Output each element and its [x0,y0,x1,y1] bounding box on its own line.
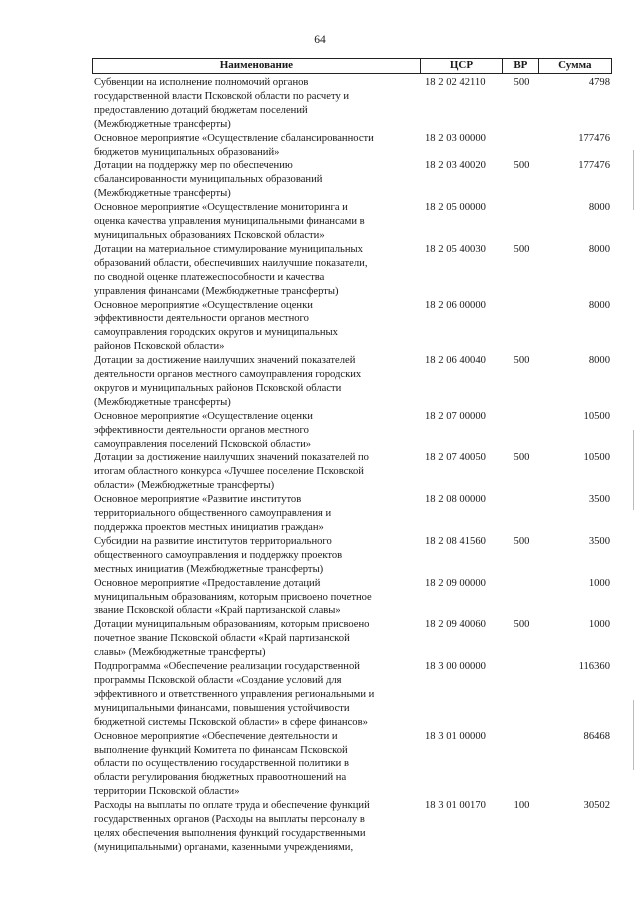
row-name-line: Основное мероприятие «Обеспечение деятельности и [94,730,338,742]
row-name-line: Субвенции на исполнение полномочий органов [94,77,309,88]
row-csr: 18 2 06 00000 [425,299,486,311]
table-row [92,299,612,355]
row-csr: 18 2 03 40020 [425,160,486,172]
row-sum: 8000 [588,299,610,311]
table-row [92,493,612,535]
row-csr: 18 3 01 00170 [425,800,486,812]
row-name [92,730,422,800]
row-name [92,799,422,855]
row-name-line: бюджетов муниципальных образований» [94,146,280,158]
row-csr: 18 3 01 00000 [425,730,486,742]
row-vr [504,410,539,452]
row-sum: 177476 [578,132,610,144]
header-name: Наименование [93,59,421,73]
budget-table [92,58,612,855]
row-name-line: целях обеспечения выполнения функций государственными [94,827,366,839]
row-csr: 18 2 06 40040 [425,355,486,367]
table-row [92,132,612,160]
row-vr: 100 [513,800,530,812]
row-name-line: Основное мероприятие «Осуществление мониторинга и [94,202,348,214]
table-body [92,76,612,855]
row-name-line: поддержка проектов местных инициатив граждан» [94,522,324,533]
row-sum: 30502 [583,800,610,812]
row-name-line: Подпрограмма «Обеспечение реализации государственной [94,661,360,673]
row-name-line: области» (Межбюджетные трансферты) [94,480,275,492]
row-name-line: области по осуществлению государственной политики в [94,758,349,770]
row-csr: 18 2 05 00000 [425,202,486,214]
row-name-line: Дотации на материальное стимулирование муниципальных [94,243,363,255]
row-name-line: бюджетной системы Псковской области» в сфере финансов» [94,716,368,728]
header-csr: ЦСР [421,59,503,73]
row-sum: 8000 [588,243,610,255]
row-sum: 10500 [583,452,610,464]
row-name-line: Дотации муниципальным образованиям, которым присвоено [94,619,370,631]
table-row [92,535,612,577]
row-name [92,410,422,452]
table-row [92,76,612,132]
row-csr: 18 2 08 41560 [425,535,486,547]
row-sum: 3500 [588,494,610,506]
row-name [92,660,422,730]
scan-edge-mark [633,150,634,210]
row-name [92,132,422,160]
row-sum: 4798 [588,77,610,88]
row-sum: 8000 [588,355,610,367]
table-row [92,730,612,800]
table-row [92,660,612,730]
row-name-line: Основное мероприятие «Осуществление оценки [94,410,313,422]
row-csr: 18 2 07 40050 [425,452,486,464]
table-row [92,577,612,619]
row-vr: 500 [513,160,530,172]
row-name-line: самоуправления городских округов и муниципальных [94,327,338,339]
row-vr: 500 [513,77,530,88]
row-csr: 18 2 05 40030 [425,243,486,255]
row-sum: 86468 [583,730,610,742]
row-name-line: деятельности органов местного самоуправления городских [94,369,362,381]
row-name [92,535,422,577]
table-row [92,799,612,855]
table-row [92,354,612,410]
row-name-line: управления финансами (Межбюджетные трансферты) [94,285,339,297]
row-csr: 18 2 09 00000 [425,577,486,589]
row-vr: 500 [513,452,530,464]
row-sum: 1000 [588,619,610,631]
header-vr: ВР [503,59,539,73]
row-name-line: Расходы на выплаты по оплате труда и обеспечение функций [94,800,370,812]
row-name-line: общественного самоуправления и поддержку проектов [94,549,343,561]
row-name-line: государственной власти Псковской области по расчету и [94,90,350,102]
table-row [92,410,612,452]
row-vr [504,660,539,730]
row-name-line: районов Псковской области» [94,341,225,353]
row-vr: 500 [513,243,530,255]
row-name-line: почетное звание Псковской области «Край партизанской [94,633,350,645]
row-name [92,299,422,355]
table-row [92,618,612,660]
row-name-line: эффективности деятельности органов местного [94,313,309,325]
row-name-line: выполнение функций Комитета по финансам Псковской [94,744,348,756]
row-csr: 18 2 08 00000 [425,494,486,506]
table-row [92,243,612,299]
row-vr: 500 [513,355,530,367]
row-vr [504,299,539,355]
row-csr: 18 2 09 40060 [425,619,486,631]
row-name-line: Основное мероприятие «Осуществление оценки [94,299,313,311]
scan-edge-mark [633,700,634,770]
row-csr: 18 3 00 00000 [425,661,486,673]
row-sum: 116360 [578,661,610,673]
row-name-line: по сводной оценке платежеспособности и качества [94,271,325,283]
row-sum: 177476 [578,160,610,172]
table-row [92,159,612,201]
row-csr: 18 2 03 00000 [425,132,486,144]
table-row [92,201,612,243]
row-sum: 10500 [583,410,610,422]
row-name-line: итогам областного конкурса «Лучшее поселение Псковской [94,466,364,478]
row-name-line: (Межбюджетные трансферты) [94,188,231,200]
row-name-line: славы» (Межбюджетные трансферты) [94,647,266,659]
row-name-line: муниципальными финансами, повышения устойчивости [94,702,350,714]
row-sum: 8000 [588,202,610,214]
row-name [92,201,422,243]
row-name-line: Дотации на поддержку мер по обеспечению [94,160,293,172]
row-name-line: самоуправления поселений Псковской области» [94,438,312,450]
row-vr: 500 [513,535,530,547]
row-name-line: образований области, обеспечивших наилучшие показатели, [94,257,368,269]
row-name-line: территории Псковской области» [94,786,240,798]
row-name-line: Основное мероприятие «Предоставление дотаций [94,577,321,589]
row-name-line: Субсидии на развитие институтов территориального [94,535,332,547]
row-sum: 3500 [588,535,610,547]
row-vr [504,132,539,160]
row-csr: 18 2 02 42110 [425,77,486,88]
row-name [92,159,422,201]
row-sum: 1000 [588,577,610,589]
table-row [92,451,612,493]
row-name [92,76,422,132]
row-name-line: территориального общественного самоуправления и [94,508,332,520]
row-name-line: Основное мероприятие «Развитие институтов [94,494,302,506]
row-name [92,354,422,410]
row-name-line: Основное мероприятие «Осуществление сбалансированности [94,132,374,144]
row-csr: 18 2 07 00000 [425,410,486,422]
row-name-line: Дотации за достижение наилучших значений показателей по [94,452,369,464]
row-name-line: эффективности деятельности органов местного [94,424,309,436]
row-name-line: Дотации за достижение наилучших значений показателей [94,355,356,367]
row-name-line: округов и муниципальных районов Псковской области [94,382,342,394]
row-name-line: эффективного и ответственного управления региональными и [94,688,375,700]
row-name-line: программы Псковской области «Создание условий для [94,674,342,686]
scan-edge-mark [633,430,634,510]
table-header [92,58,612,74]
row-vr [504,201,539,243]
row-name [92,618,422,660]
row-vr [504,493,539,535]
header-sum: Сумма [558,59,592,71]
row-name [92,577,422,619]
page-number: 64 [314,34,326,46]
row-name-line: государственных органов (Расходы на выплаты персоналу в [94,814,365,826]
row-name-line: муниципальных образованиях Псковской области» [94,229,325,241]
row-name-line: оценка качества управления муниципальными финансами в [94,216,365,228]
row-name-line: (Межбюджетные трансферты) [94,118,231,130]
row-name-line: области регулирования бюджетных правоотношений на [94,772,347,784]
row-name [92,451,422,493]
row-name-line: сбалансированности муниципальных образований [94,174,323,186]
row-vr [504,730,539,800]
row-name-line: предоставлению дотаций бюджетам поселений [94,104,308,116]
row-name [92,243,422,299]
row-vr: 500 [513,619,530,631]
row-name-line: муниципальным образованиям, которым присвоено почетное [94,591,372,603]
row-name-line: местных инициатив (Межбюджетные трансферты) [94,563,324,575]
row-name-line: (муниципальными) органами, казенными учреждениями, [94,841,354,853]
row-name-line: (Межбюджетные трансферты) [94,396,231,408]
row-vr [504,577,539,619]
row-name-line: звание Псковской области «Край партизанской славы» [94,605,341,617]
row-name [92,493,422,535]
